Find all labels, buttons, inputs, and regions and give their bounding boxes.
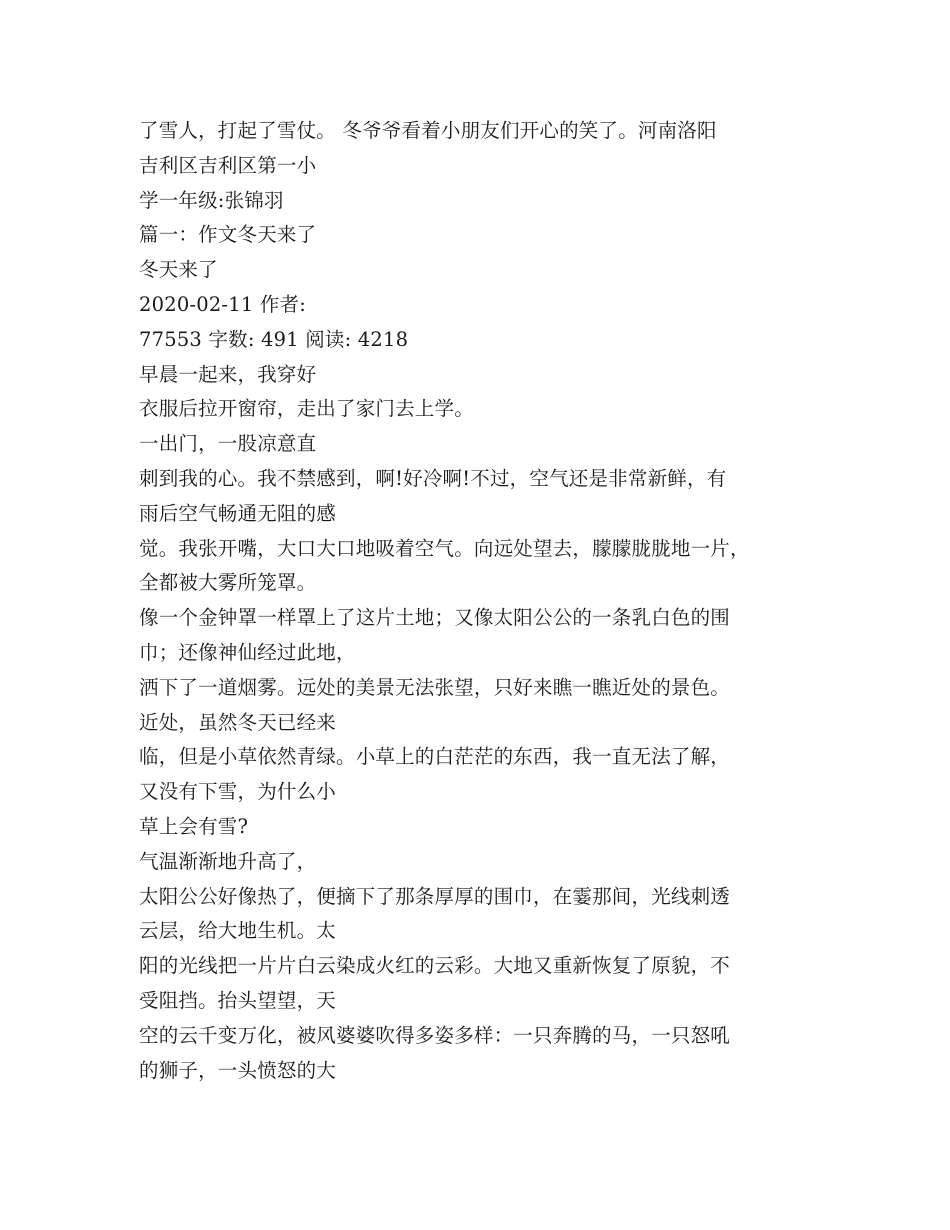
text-line: 77553 字数: 491 阅读: 4218 xyxy=(139,327,409,351)
text-line: 巾；还像神仙经过此地， xyxy=(139,640,356,664)
text-line: 阳的光线把一片片白云染成火红的云彩。大地又重新恢复了原貌，不 xyxy=(139,954,731,978)
text-line: 气温渐渐地升高了， xyxy=(139,849,317,873)
text-line: 全都被大雾所笼罩。 xyxy=(139,571,317,595)
text-line: 草上会有雪? xyxy=(139,814,249,838)
text-line: 太阳公公好像热了，便摘下了那条厚厚的围巾，在霎那间，光线刺透 xyxy=(139,884,731,908)
text-line: 洒下了一道烟雾。远处的美景无法张望，只好来瞧一瞧近处的景色。 xyxy=(139,675,731,699)
text-line: 近处，虽然冬天已经来 xyxy=(139,710,337,734)
text-line: 了雪人，打起了雪仗。 冬爷爷看着小朋友们开心的笑了。河南洛阳 xyxy=(139,119,717,142)
text-line: 一出门，一股凉意直 xyxy=(139,432,317,456)
text-line: 受阻挡。抬头望望，天 xyxy=(139,988,337,1012)
text-line: 觉。我张开嘴，大口大口地吸着空气。向远处望去，朦朦胧胧地一片， xyxy=(139,536,750,560)
text-line: 临，但是小草依然青绿。小草上的白茫茫的东西，我一直无法了解， xyxy=(139,745,731,769)
text-line: 吉利区吉利区第一小 xyxy=(139,153,317,177)
text-line: 早晨一起来，我穿好 xyxy=(139,362,317,386)
text-line: 云层，给大地生机。太 xyxy=(139,919,337,943)
text-line: 冬天来了 xyxy=(139,258,218,282)
text-line: 的狮子，一头愤怒的大 xyxy=(139,1058,337,1082)
text-line: 雨后空气畅通无阻的感 xyxy=(139,501,337,525)
text-line: 空的云千变万化，被风婆婆吹得多姿多样：一只奔腾的马，一只怒吼 xyxy=(139,1023,731,1047)
text-line: 篇一：作文冬天来了 xyxy=(139,223,317,247)
text-line: 学一年级:张锦羽 xyxy=(139,188,284,212)
text-line: 像一个金钟罩一样罩上了这片土地；又像太阳公公的一条乳白色的围 xyxy=(139,606,731,630)
document-body xyxy=(139,114,829,1088)
text-line: 又没有下雪，为什么小 xyxy=(139,780,337,804)
text-line: 2020-02-11 作者: xyxy=(139,292,306,316)
text-line: 衣服后拉开窗帘，走出了家门去上学。 xyxy=(139,397,474,421)
text-line: 刺到我的心。我不禁感到，啊!好冷啊!不过，空气还是非常新鲜，有 xyxy=(139,466,727,490)
